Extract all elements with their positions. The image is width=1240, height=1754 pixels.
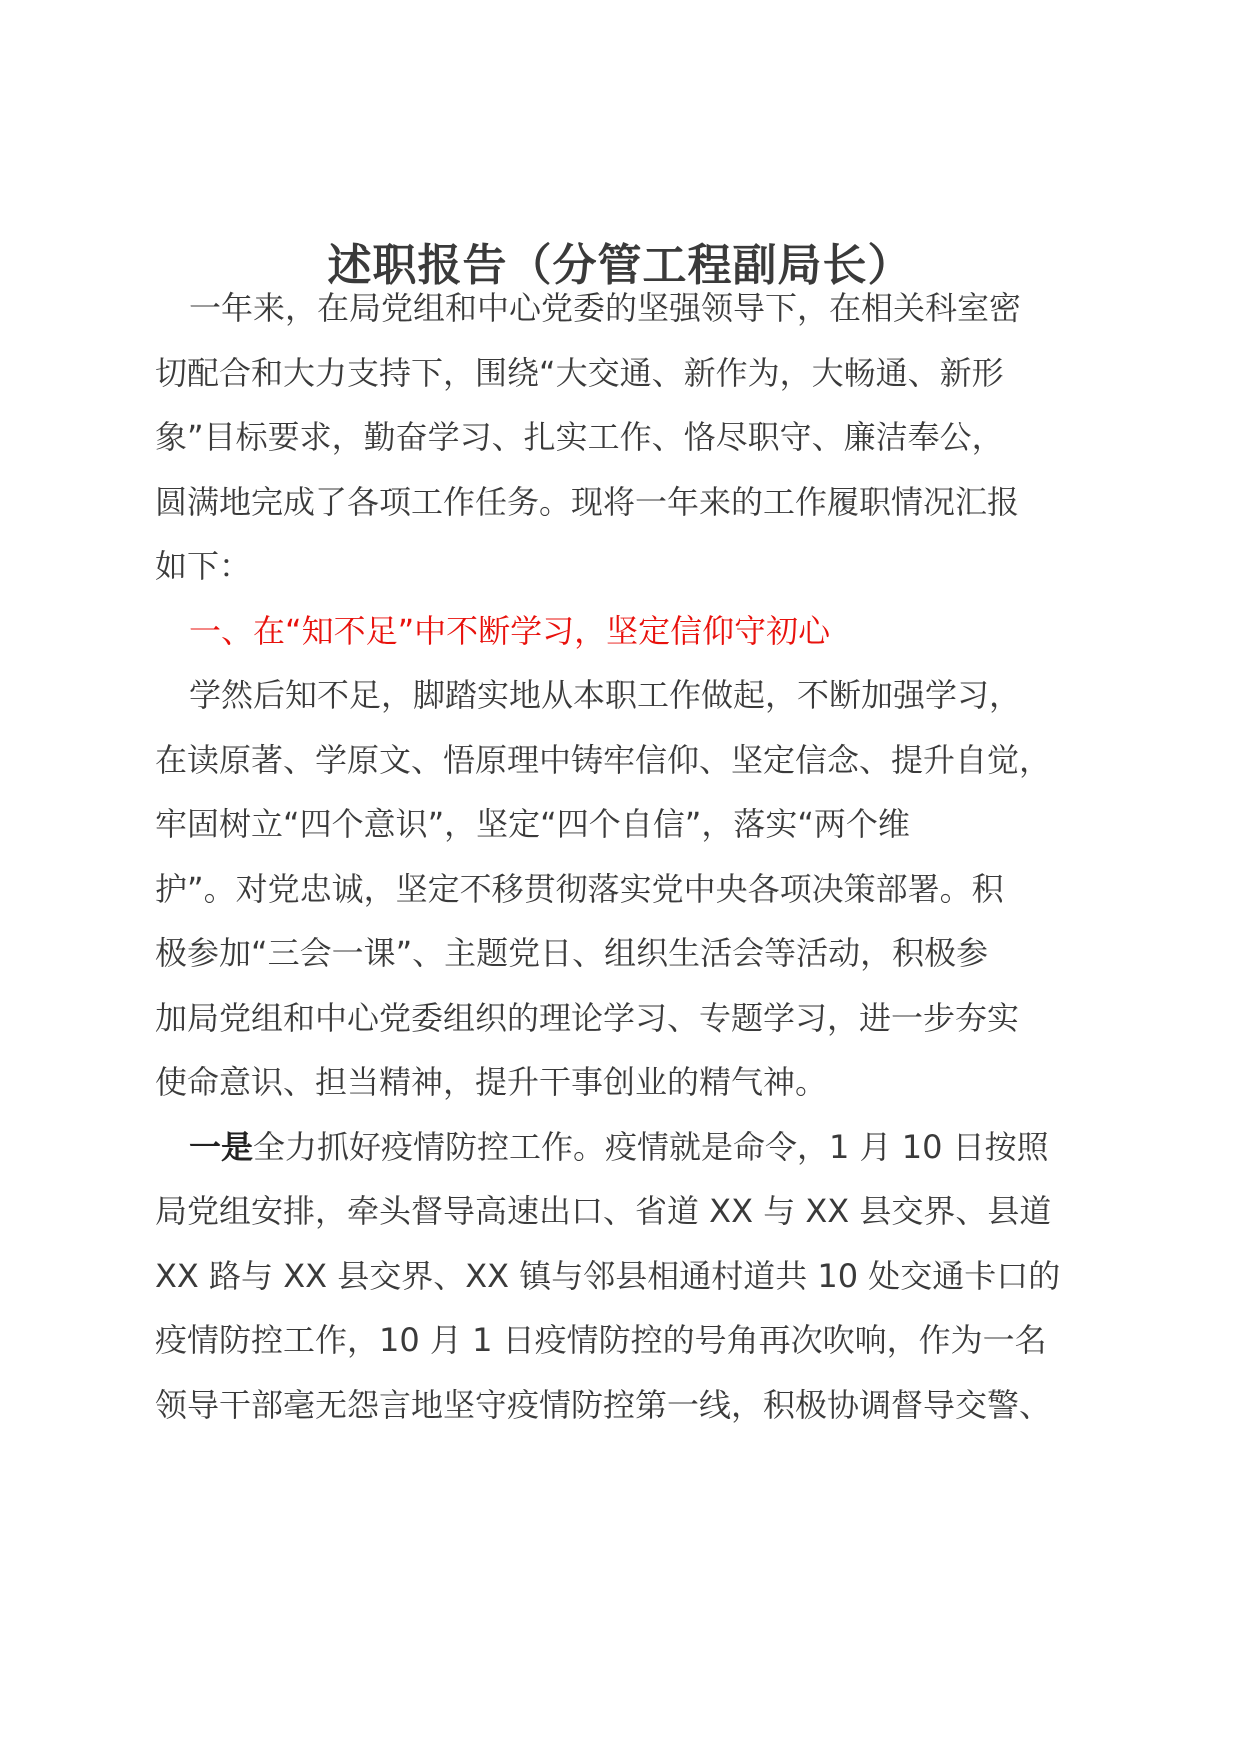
- paragraph-3-line: 局党组安排，牵头督导高速出口、省道 XX 与 XX 县交界、县道: [155, 1192, 1052, 1230]
- document-title: 述职报告（分管工程副局长）: [327, 240, 913, 291]
- paragraph-1-line: 一年来，在局党组和中心党委的坚强领导下，在相关科室密: [189, 289, 1022, 327]
- paragraph-3-lead: 一是: [189, 1127, 254, 1166]
- paragraph-1-line: 圆满地完成了各项工作任务。现将一年来的工作履职情况汇报: [155, 482, 1020, 521]
- paragraph-1-line: 象”目标要求，勤奋学习、扎实工作、恪尽职守、廉洁奉公，: [155, 418, 1004, 456]
- paragraph-3-line: XX 路与 XX 县交界、XX 镇与邻县相通村道共 10 处交通卡口的: [155, 1256, 1061, 1295]
- paragraph-2-line: 加局党组和中心党委组织的理论学习、专题学习，进一步夯实: [155, 998, 1020, 1037]
- section-1-heading: 一、在“知不足”中不断学习，坚定信仰守初心: [189, 611, 831, 650]
- body-content: [155, 276, 1095, 1437]
- paragraph-3-line: 疫情防控工作，10 月 1 日疫情防控的号角再次吹响，作为一名: [155, 1321, 1047, 1359]
- paragraph-2-line: 在读原著、学原文、悟原理中铸牢信仰、坚定信念、提升自觉，: [155, 740, 1052, 779]
- paragraph-3-first-line: [155, 1115, 1095, 1180]
- paragraph-2-line: 学然后知不足，脚踏实地从本职工作做起，不断加强学习，: [189, 676, 1022, 714]
- paragraph-1-line: 切配合和大力支持下，围绕“大交通、新作为，大畅通、新形: [155, 353, 1004, 392]
- paragraph-2-line: 极参加“三会一课”、主题党日、组织生活会等活动，积极参: [155, 934, 989, 972]
- paragraph-2-line: 使命意识、担当精神，提升干事创业的精气神。: [155, 1063, 828, 1101]
- paragraph-3-first-rest: 全力抓好疫情防控工作。疫情就是命令，1 月 10 日按照: [253, 1127, 1049, 1166]
- paragraph-2-line: 护”。对党忠诚，坚定不移贯彻落实党中央各项决策部署。积: [155, 869, 1004, 908]
- paragraph-2-line: 牢固树立“四个意识”，坚定“四个自信”，落实“两个维: [155, 805, 910, 843]
- paragraph-1-line: 如下：: [155, 547, 252, 585]
- paragraph-3-line: 领导干部毫无怨言地坚守疫情防控第一线，积极协调督导交警、: [155, 1385, 1052, 1424]
